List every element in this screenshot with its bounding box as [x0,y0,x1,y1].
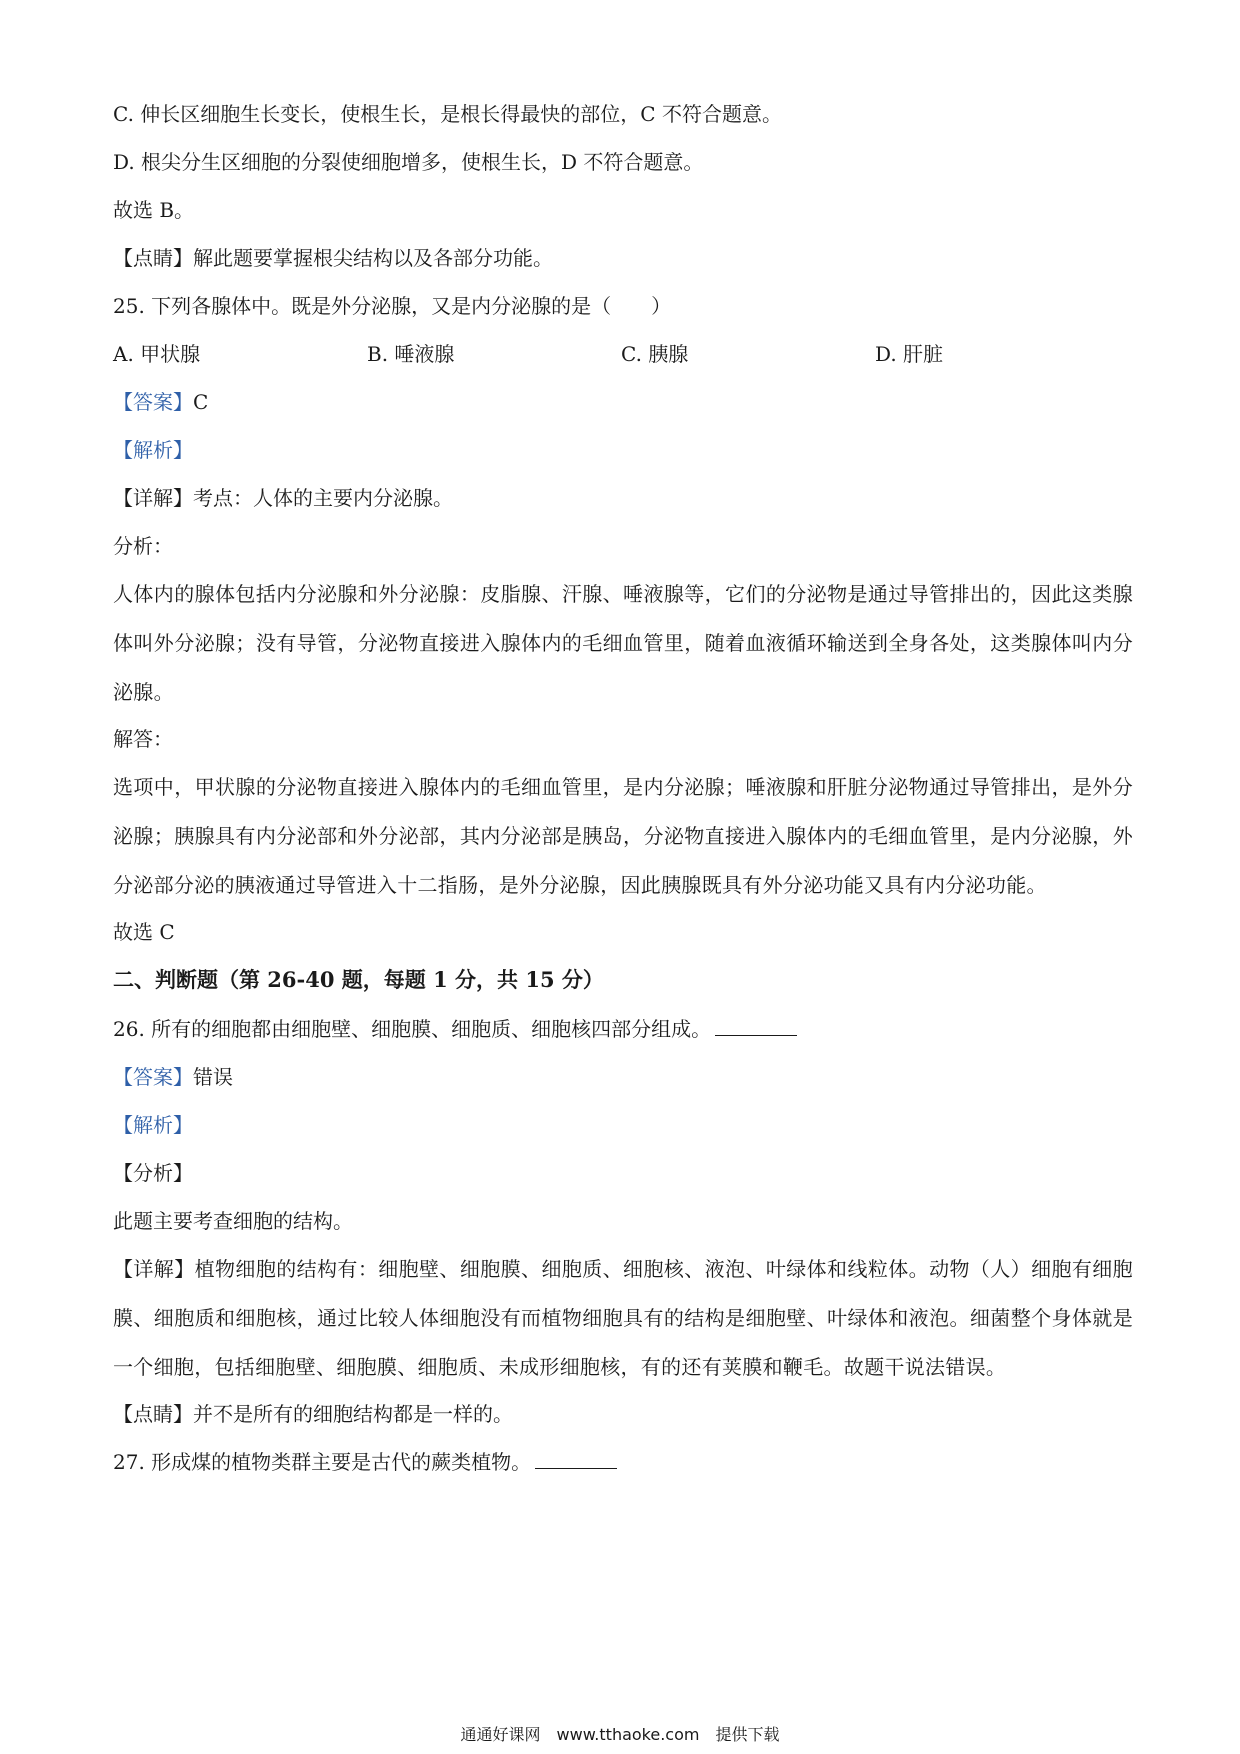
answer-value: 错误 [193,1065,233,1089]
answer-blank [715,1015,797,1036]
page-footer: 通通好课网 www.tthaoke.com 提供下载 [460,1725,780,1744]
q25-stem: 25. 下列各腺体中。既是外分泌腺，又是内分泌腺的是（ ） [113,294,672,318]
answer-value: C [193,390,209,414]
section-heading: 二、判断题（第 26-40 题，每题 1 分，共 15 分） [113,967,604,992]
q26-analysis-tag: 【解析】 [113,1113,193,1137]
answer-tag: 【答案】 [113,1065,193,1089]
q26-stem [113,1015,1133,1043]
q25-analysis-paragraph: 人体内的腺体包括内分泌腺和外分泌腺：皮脂腺、汗腺、唾液腺等，它们的分泌物是通过导管排出的，因此这类腺体叫外分泌腺；没有导管，分泌物直接进入腺体内的毛细血管里，随着血液循环输送到全身各处，这类腺体叫内分泌腺。 [113,582,1133,704]
q25-option-d: D. 肝脏 [875,342,944,366]
q25-solution-paragraph: 选项中，甲状腺的分泌物直接进入腺体内的毛细血管里，是内分泌腺；唾液腺和肝脏分泌物通过导管排出，是外分泌腺；胰腺具有内分泌部和外分泌部，其内分泌部是胰岛，分泌物直接进入腺体内的毛细血管里，是内分泌腺，外分泌部分泌的胰液通过导管进入十二指肠，是外分泌腺，因此胰腺既具有外分泌功能又具有内分泌功能。 [113,775,1133,897]
option-d-explanation: D. 根尖分生区细胞的分裂使细胞增多，使根生长，D 不符合题意。 [113,150,704,174]
option-c-explanation: C. 伸长区细胞生长变长，使根生长，是根长得最快的部位，C 不符合题意。 [113,102,782,126]
q25-option-c: C. 胰腺 [621,342,689,366]
answer-tag: 【答案】 [113,390,193,414]
q26-text: 26. 所有的细胞都由细胞壁、细胞膜、细胞质、细胞核四部分组成。 [113,1017,712,1041]
q25-final-answer: 故选 C [113,920,175,944]
q27-text: 27. 形成煤的植物类群主要是古代的蕨类植物。 [113,1450,532,1474]
q24-final-answer: 故选 B。 [113,198,195,222]
detail-tag: 【详解】 [113,486,193,510]
detail-text: 植物细胞的结构有：细胞壁、细胞膜、细胞质、细胞核、液泡、叶绿体和线粒体。动物（人）细胞有细胞膜、细胞质和细胞核，通过比较人体细胞没有而植物细胞具有的结构是细胞壁、叶绿体和液泡。细菌整个身体就是一个细胞，包括细胞壁、细胞膜、细胞质、未成形细胞核，有的还有荚膜和鞭毛。故题干说法错误。 [113,1257,1133,1379]
q25-options [113,340,1133,368]
dianjing-text: 解此题要掌握根尖结构以及各部分功能。 [193,246,553,270]
answer-blank [535,1448,617,1469]
q25-answer [113,388,1133,416]
q26-detail-paragraph [113,1245,1133,1392]
q26-answer [113,1063,1133,1091]
q27-stem [113,1448,1133,1476]
q25-fenxi-label: 分析： [113,534,173,558]
detail-text: 考点：人体的主要内分泌腺。 [193,486,453,510]
q25-jieda-label: 解答： [113,727,173,751]
q25-option-a: A. 甲状腺 [113,342,201,366]
dianjing-tag: 【点睛】 [113,1402,193,1426]
dianjing-text: 并不是所有的细胞结构都是一样的。 [193,1402,513,1426]
q25-detail [113,484,1133,512]
q26-fenxi-text: 此题主要考查细胞的结构。 [113,1209,353,1233]
q25-option-b: B. 唾液腺 [367,342,455,366]
dianjing-tag: 【点睛】 [113,246,193,270]
q26-dianjing [113,1400,1133,1428]
q24-dianjing [113,244,1133,272]
q25-analysis-tag: 【解析】 [113,438,193,462]
document-content [113,100,1133,1476]
q26-fenxi-tag: 【分析】 [113,1161,193,1185]
detail-tag: 【详解】 [113,1257,195,1281]
